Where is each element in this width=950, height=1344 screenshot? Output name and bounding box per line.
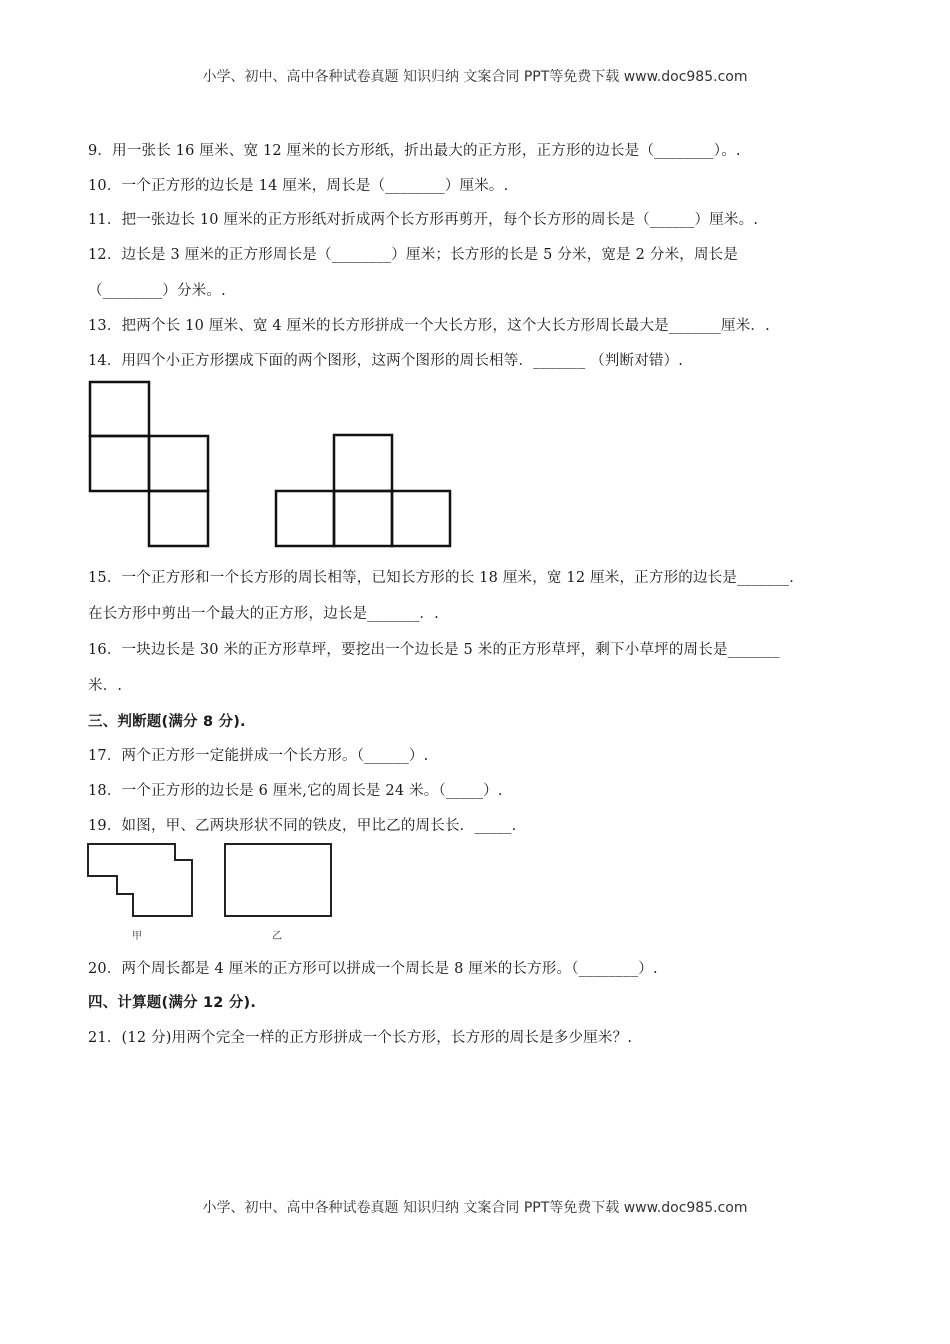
question-16-line1: 16．一块边长是 30 米的正方形草坪，要挖出一个边长是 5 米的正方形草坪，剩下小草坪的周长是_______	[88, 642, 780, 658]
page-header: 小学、初中、高中各种试卷真题 知识归纳 文案合同 PPT等免费下载 www.doc985.com	[202, 69, 748, 85]
question-10: 10．一个正方形的边长是 14 厘米，周长是（________）厘米。.	[88, 178, 509, 194]
question-21: 21．(12 分)用两个完全一样的正方形拼成一个长方形，长方形的周长是多少厘米？.	[88, 1030, 633, 1046]
question-15-line1: 15．一个正方形和一个长方形的周长相等，已知长方形的长 18 厘米，宽 12 厘米，正方形的边长是_______．	[88, 570, 804, 586]
fig19-shape-jia	[88, 844, 192, 916]
fig19-shape-yi	[225, 844, 331, 916]
question-19: 19．如图，甲、乙两块形状不同的铁皮，甲比乙的周长长．_____.	[88, 818, 517, 834]
question-11: 11．把一张边长 10 厘米的正方形纸对折成两个长方形再剪开，每个长方形的周长是（______）厘米。.	[88, 212, 759, 228]
question-9: 9．用一张长 16 厘米、宽 12 厘米的长方形纸，折出最大的正方形，正方形的边长是（________）。.	[88, 143, 741, 159]
question-18: 18．一个正方形的边长是 6 厘米,它的周长是 24 米。（_____）.	[88, 783, 503, 799]
question-12-line1: 12．边长是 3 厘米的正方形周长是（________）厘米；长方形的长是 5 分米，宽是 2 分米，周长是	[88, 247, 739, 263]
section-3-heading: 三、判断题(满分 8 分).	[88, 714, 246, 730]
question-12-line2: （________）分米。.	[88, 283, 226, 299]
fig14-left-square-3	[149, 436, 208, 491]
page-footer: 小学、初中、高中各种试卷真题 知识归纳 文案合同 PPT等免费下载 www.doc985.com	[202, 1200, 748, 1216]
fig14-left-square-4	[149, 491, 208, 546]
question-14-figure	[85, 378, 465, 553]
question-16-line2: 米．.	[88, 678, 123, 694]
section-4-heading: 四、计算题(满分 12 分).	[88, 995, 257, 1011]
question-13: 13．把两个长 10 厘米、宽 4 厘米的长方形拼成一个大长方形，这个大长方形周长最大是_______厘米．.	[88, 318, 770, 334]
question-17: 17．两个正方形一定能拼成一个长方形。（______）.	[88, 748, 429, 764]
question-14: 14．用四个小正方形摆成下面的两个图形，这两个图形的周长相等．_______ （判断对错）.	[88, 353, 684, 369]
fig14-left-square-2	[90, 436, 149, 491]
fig19-label-yi: 乙	[272, 931, 282, 942]
fig14-right-square-1	[276, 491, 334, 546]
fig14-left-square-1	[90, 382, 149, 436]
question-19-figure	[85, 840, 345, 920]
question-15-line2: 在长方形中剪出一个最大的正方形，边长是_______．.	[88, 606, 439, 622]
fig14-right-square-top	[334, 435, 392, 491]
fig14-right-square-3	[392, 491, 450, 546]
fig14-right-square-2	[334, 491, 392, 546]
fig19-label-jia: 甲	[132, 931, 142, 942]
question-20: 20．两个周长都是 4 厘米的正方形可以拼成一个周长是 8 厘米的长方形。（________）.	[88, 961, 658, 977]
